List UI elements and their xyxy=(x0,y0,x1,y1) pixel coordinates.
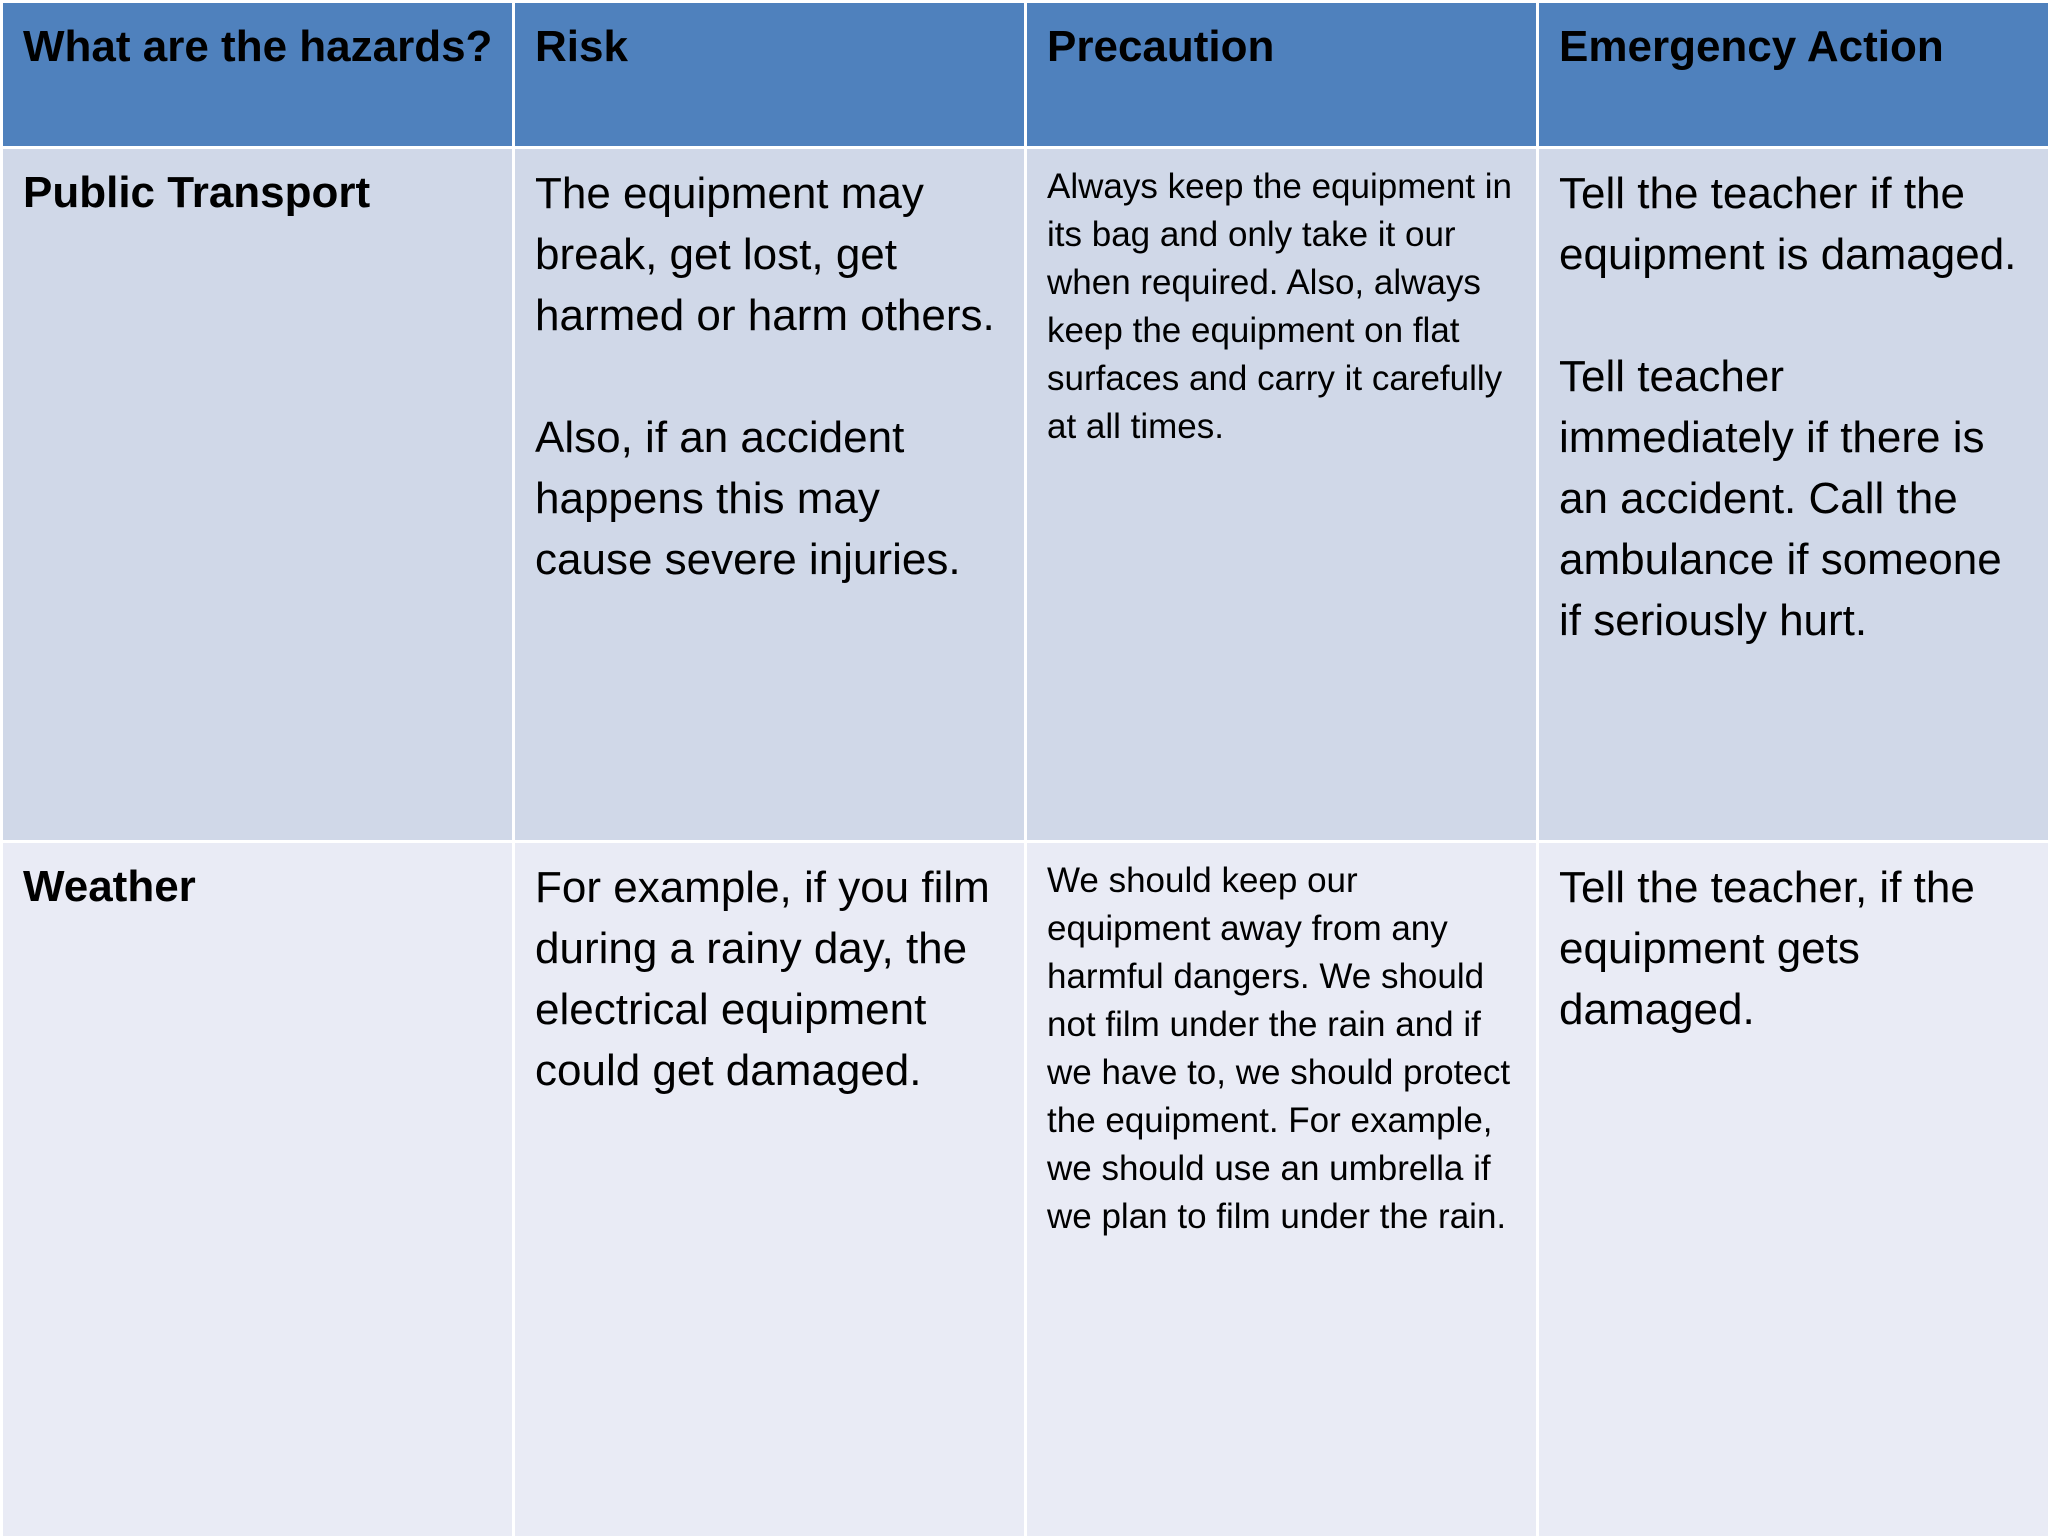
header-hazards: What are the hazards? xyxy=(2,2,514,148)
risk-paragraph: Also, if an accident happens this may cause severe injuries. xyxy=(535,407,1006,590)
risk-paragraph: For example, if you film during a rainy day, the electrical equipment could get damaged. xyxy=(535,857,1006,1101)
table-row xyxy=(2,148,2048,842)
risk-cell xyxy=(514,148,1026,842)
header-emergency-action: Emergency Action xyxy=(1538,2,2048,148)
risk-paragraph: The equipment may break, get lost, get harmed or harm others. xyxy=(535,163,1006,346)
action-paragraph: Tell teacher immediately if there is an accident. Call the ambulance if someone if seriously hurt. xyxy=(1559,346,2030,651)
emergency-action-cell xyxy=(1538,842,2048,1538)
table-header-row xyxy=(2,2,2048,148)
action-paragraph: Tell the teacher, if the equipment gets damaged. xyxy=(1559,857,2030,1040)
hazard-cell: Weather xyxy=(2,842,514,1538)
table-row xyxy=(2,842,2048,1538)
header-precaution: Precaution xyxy=(1026,2,1538,148)
emergency-action-cell xyxy=(1538,148,2048,842)
precaution-cell: We should keep our equipment away from any harmful dangers. We should not film under the rain and if we have to, we should protect the equipment. For example, we should use an umbrella if we plan to film under the rain. xyxy=(1026,842,1538,1538)
precaution-cell: Always keep the equipment in its bag and only take it our when required. Also, always keep the equipment on flat surfaces and carry it carefully at all times. xyxy=(1026,148,1538,842)
hazard-cell: Public Transport xyxy=(2,148,514,842)
header-risk: Risk xyxy=(514,2,1026,148)
risk-cell xyxy=(514,842,1026,1538)
action-paragraph: Tell the teacher if the equipment is damaged. xyxy=(1559,163,2030,285)
